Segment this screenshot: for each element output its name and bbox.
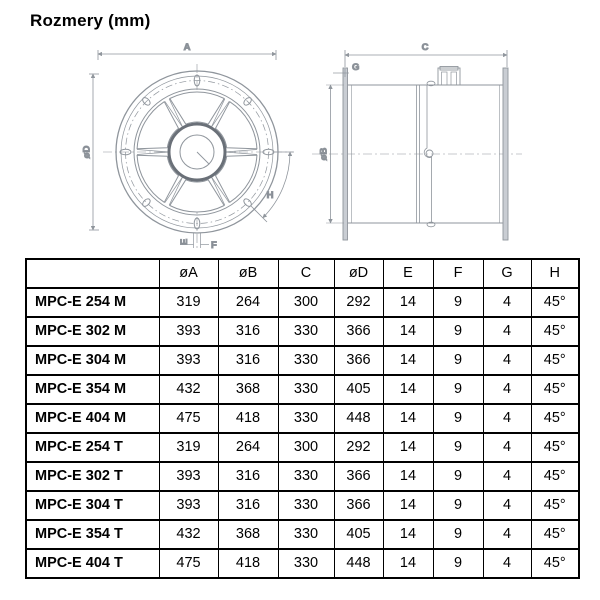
value-cell: 300 — [278, 288, 334, 317]
column-header: F — [433, 259, 483, 288]
column-header: H — [531, 259, 579, 288]
value-cell: 475 — [159, 549, 218, 578]
value-cell: 448 — [334, 549, 383, 578]
value-cell: 418 — [218, 404, 278, 433]
value-cell: 418 — [218, 549, 278, 578]
value-cell: 393 — [159, 491, 218, 520]
value-cell: 14 — [383, 317, 433, 346]
model-cell: MPC-E 302 M — [26, 317, 159, 346]
value-cell: 4 — [483, 462, 531, 491]
value-cell: 330 — [278, 404, 334, 433]
table-row — [26, 375, 579, 404]
value-cell: 316 — [218, 346, 278, 375]
value-cell: 368 — [218, 520, 278, 549]
table-body — [26, 288, 579, 578]
table-row — [26, 520, 579, 549]
value-cell: 45° — [531, 288, 579, 317]
value-cell: 393 — [159, 317, 218, 346]
value-cell: 292 — [334, 433, 383, 462]
value-cell: 330 — [278, 346, 334, 375]
dimensions-table — [25, 258, 580, 579]
value-cell: 366 — [334, 317, 383, 346]
casing-bolt — [426, 150, 433, 157]
value-cell: 14 — [383, 404, 433, 433]
value-cell: 330 — [278, 375, 334, 404]
model-cell: MPC-E 254 M — [26, 288, 159, 317]
value-cell: 4 — [483, 520, 531, 549]
page-title: Rozmery (mm) — [30, 11, 151, 30]
value-cell: 9 — [433, 433, 483, 462]
column-header: E — [383, 259, 433, 288]
model-cell: MPC-E 354 M — [26, 375, 159, 404]
value-cell: 330 — [278, 549, 334, 578]
dim-label-oD: øD — [81, 145, 93, 159]
model-cell: MPC-E 302 T — [26, 462, 159, 491]
fan-side-view-drawing — [312, 42, 522, 240]
value-cell: 366 — [334, 491, 383, 520]
dim-label-A: A — [183, 42, 191, 53]
model-cell: MPC-E 354 T — [26, 520, 159, 549]
value-cell: 319 — [159, 288, 218, 317]
table-row — [26, 317, 579, 346]
value-cell: 9 — [433, 404, 483, 433]
fan-front-view-drawing — [82, 42, 295, 251]
value-cell: 14 — [383, 288, 433, 317]
value-cell: 393 — [159, 346, 218, 375]
value-cell: 330 — [278, 520, 334, 549]
dim-label-oB: øB — [318, 147, 330, 161]
dim-label-H: H — [266, 190, 274, 201]
value-cell: 9 — [433, 375, 483, 404]
value-cell: 45° — [531, 462, 579, 491]
value-cell: 45° — [531, 433, 579, 462]
value-cell: 4 — [483, 433, 531, 462]
value-cell: 9 — [433, 317, 483, 346]
value-cell: 432 — [159, 375, 218, 404]
value-cell: 4 — [483, 288, 531, 317]
table-row — [26, 491, 579, 520]
value-cell: 300 — [278, 433, 334, 462]
value-cell: 319 — [159, 433, 218, 462]
value-cell: 475 — [159, 404, 218, 433]
value-cell: 4 — [483, 549, 531, 578]
value-cell: 14 — [383, 375, 433, 404]
table-row — [26, 346, 579, 375]
model-cell: MPC-E 304 M — [26, 346, 159, 375]
value-cell: 368 — [218, 375, 278, 404]
right-flange — [503, 68, 508, 240]
value-cell: 405 — [334, 375, 383, 404]
table-row — [26, 404, 579, 433]
value-cell: 45° — [531, 317, 579, 346]
value-cell: 45° — [531, 375, 579, 404]
column-header: øD — [334, 259, 383, 288]
value-cell: 432 — [159, 520, 218, 549]
value-cell: 448 — [334, 404, 383, 433]
model-cell: MPC-E 304 T — [26, 491, 159, 520]
value-cell: 330 — [278, 491, 334, 520]
value-cell: 14 — [383, 433, 433, 462]
value-cell: 9 — [433, 549, 483, 578]
value-cell: 14 — [383, 549, 433, 578]
value-cell: 4 — [483, 375, 531, 404]
value-cell: 9 — [433, 520, 483, 549]
value-cell: 9 — [433, 346, 483, 375]
value-cell: 45° — [531, 549, 579, 578]
value-cell: 393 — [159, 462, 218, 491]
dim-label-C: C — [421, 42, 429, 53]
value-cell: 330 — [278, 317, 334, 346]
corner-cell — [26, 259, 159, 288]
value-cell: 316 — [218, 317, 278, 346]
column-header: G — [483, 259, 531, 288]
dimension-drawings — [0, 0, 600, 254]
value-cell: 4 — [483, 346, 531, 375]
left-flange — [343, 68, 348, 240]
value-cell: 4 — [483, 317, 531, 346]
table-row — [26, 288, 579, 317]
dim-label-G: G — [352, 62, 360, 73]
value-cell: 9 — [433, 462, 483, 491]
value-cell: 264 — [218, 288, 278, 317]
value-cell: 264 — [218, 433, 278, 462]
model-cell: MPC-E 404 M — [26, 404, 159, 433]
value-cell: 14 — [383, 462, 433, 491]
value-cell: 4 — [483, 491, 531, 520]
table-row — [26, 433, 579, 462]
column-header: øA — [159, 259, 218, 288]
value-cell: 4 — [483, 404, 531, 433]
value-cell: 330 — [278, 462, 334, 491]
value-cell: 45° — [531, 346, 579, 375]
model-cell: MPC-E 254 T — [26, 433, 159, 462]
model-cell: MPC-E 404 T — [26, 549, 159, 578]
value-cell: 14 — [383, 520, 433, 549]
value-cell: 45° — [531, 404, 579, 433]
value-cell: 45° — [531, 520, 579, 549]
value-cell: 316 — [218, 462, 278, 491]
value-cell: 366 — [334, 462, 383, 491]
value-cell: 405 — [334, 520, 383, 549]
value-cell: 14 — [383, 491, 433, 520]
dim-label-E: E — [179, 238, 190, 246]
value-cell: 9 — [433, 288, 483, 317]
value-cell: 45° — [531, 491, 579, 520]
value-cell: 9 — [433, 491, 483, 520]
value-cell: 316 — [218, 491, 278, 520]
column-header: øB — [218, 259, 278, 288]
terminal-box — [438, 67, 460, 86]
table-row — [26, 549, 579, 578]
dim-label-F: F — [211, 240, 217, 251]
value-cell: 366 — [334, 346, 383, 375]
value-cell: 292 — [334, 288, 383, 317]
column-header: C — [278, 259, 334, 288]
table-header-row — [26, 259, 579, 288]
table-row — [26, 462, 579, 491]
value-cell: 14 — [383, 346, 433, 375]
